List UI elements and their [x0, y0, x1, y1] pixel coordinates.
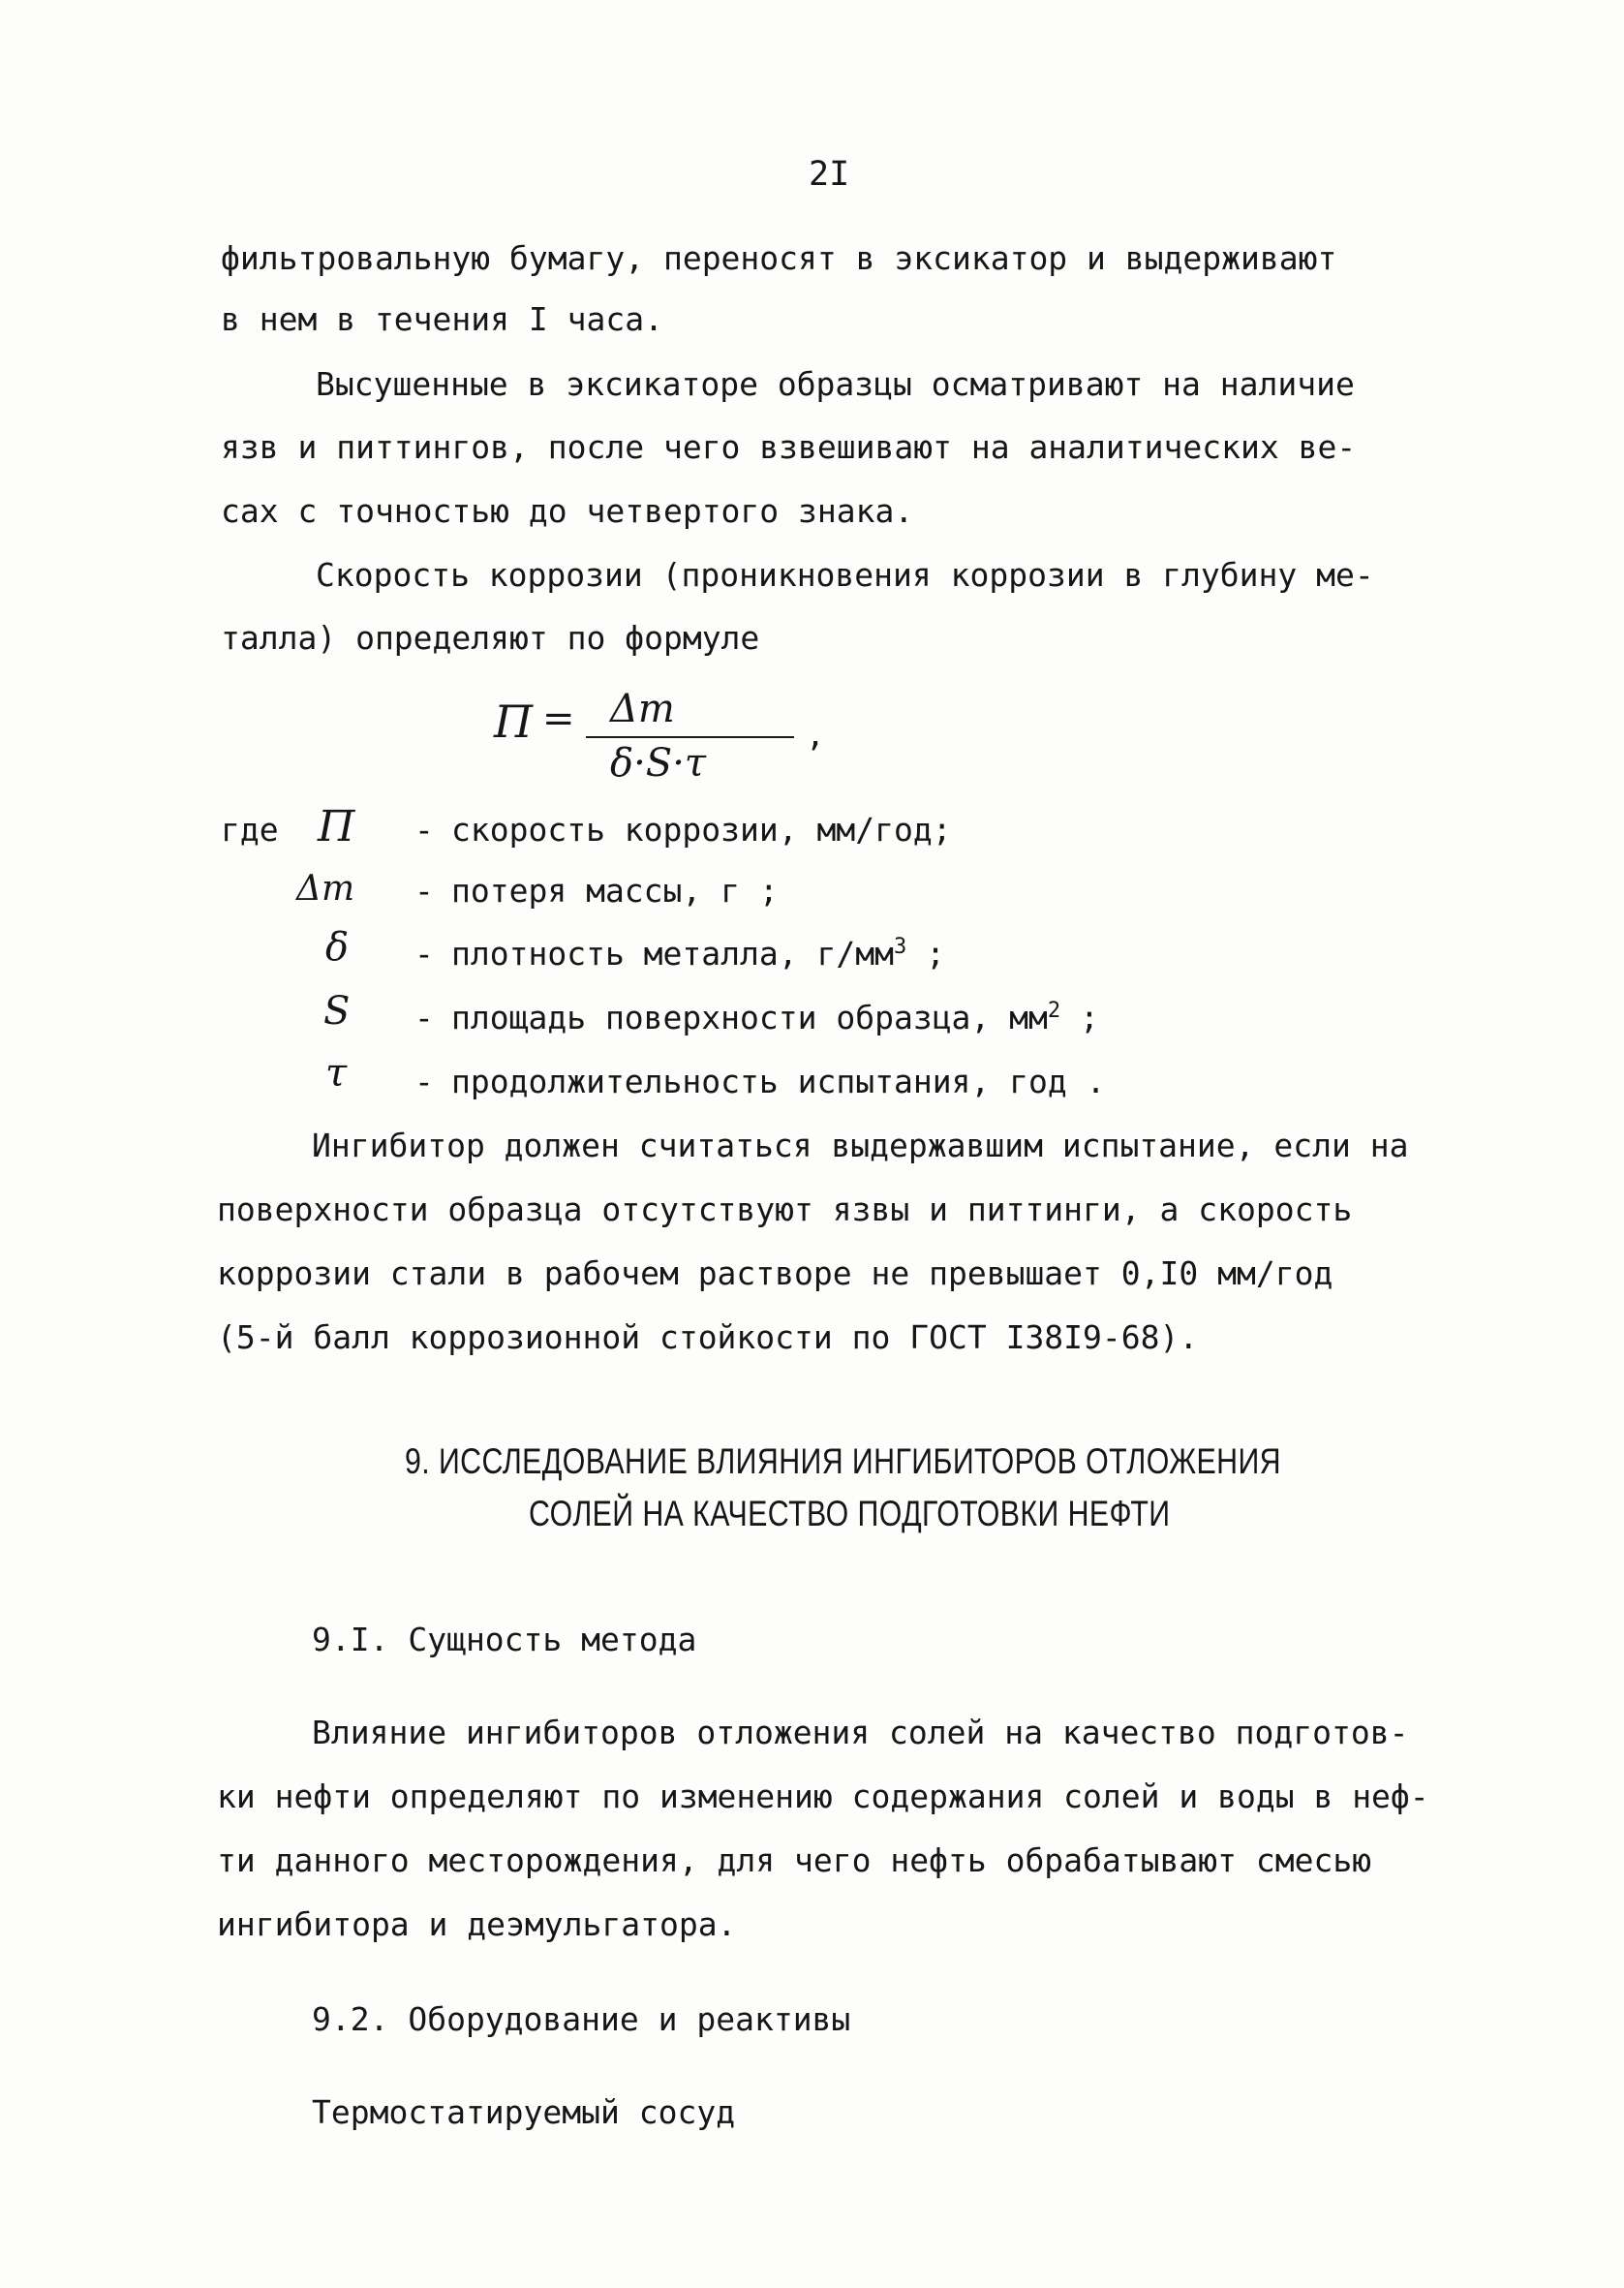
where-label: где [221, 811, 279, 849]
sub92-item: Термостатируемый сосуд [312, 2093, 736, 2131]
formula-denominator: δ·S·τ [610, 741, 707, 786]
symbol-density: δ [325, 925, 350, 970]
section-9-heading-line-1: 9. ИССЛЕДОВАНИЕ ВЛИЯНИЯ ИНГИБИТОРОВ ОТЛОЖЕНИЯ [405, 1441, 1281, 1481]
sub91-line-3: ти данного месторождения, для чего нефть обрабатывают смесью [217, 1841, 1372, 1879]
sub91-line-2: ки нефти определяют по изменению содержания солей и воды в неф- [217, 1778, 1429, 1815]
symbol-corrosion-rate: П [318, 802, 355, 851]
para4-line-2: поверхности образца отсутствуют язвы и питтинги, а скорость [217, 1190, 1353, 1228]
para3-line-2: талла) определяют по формуле [221, 619, 760, 657]
where-dash-4: - [414, 999, 434, 1036]
sub91-line-1: Влияние ингибиторов отложения солей на качество подготов- [312, 1714, 1409, 1751]
para4-line-1: Ингибитор должен считаться выдержавшим испытание, если на [312, 1127, 1409, 1164]
where-text-4-sup: 2 [1047, 999, 1061, 1023]
where-text-3-sup: 3 [893, 935, 907, 959]
para1-line-2: в нем в течения I часа. [221, 300, 663, 338]
subsection-9-2-title: 9.2. Оборудование и реактивы [312, 2000, 851, 2038]
where-text-1: скорость коррозии, мм/год; [451, 811, 952, 849]
where-text-4-tail: ; [1060, 999, 1099, 1036]
para3-line-1: Скорость коррозии (проникновения коррозии в глубину ме- [316, 556, 1374, 594]
where-text-3-tail: ; [906, 935, 945, 973]
formula-trailing-comma: , [806, 716, 825, 754]
symbol-area: S [323, 989, 351, 1034]
section-9-heading-line-2: СОЛЕЙ НА КАЧЕСТВО ПОДГОТОВКИ НЕФТИ [529, 1494, 1171, 1533]
where-text-3-main: плотность металла, г/мм [451, 935, 894, 973]
where-text-4 [451, 999, 1099, 1036]
symbol-duration: τ [325, 1051, 348, 1096]
where-text-5: продолжительность испытания, год . [451, 1063, 1106, 1100]
symbol-mass-loss: Δm [296, 869, 355, 909]
para4-line-4: (5-й балл коррозионной стойкости по ГОСТ I38I9-68). [217, 1318, 1199, 1356]
where-dash-5: - [414, 1063, 434, 1100]
where-text-4-main: площадь поверхности образца, мм [451, 999, 1048, 1036]
where-dash-2: - [414, 872, 434, 910]
fraction-bar [586, 736, 794, 738]
para2-line-1: Высушенные в эксикаторе образцы осматривают на наличие [316, 365, 1355, 403]
para2-line-3: сах с точностью до четвертого знака. [221, 492, 914, 530]
subsection-9-1-title: 9.I. Сущность метода [312, 1621, 697, 1658]
where-text-3 [451, 935, 945, 973]
formula-equals: = [542, 696, 575, 741]
where-dash-3: - [414, 935, 434, 973]
formula-lhs: П [494, 696, 534, 748]
where-dash-1: - [414, 811, 434, 849]
para4-line-3: коррозии стали в рабочем растворе не превышает 0,I0 мм/год [217, 1254, 1333, 1292]
page-number: 2I [809, 155, 850, 194]
para1-line-1: фильтровальную бумагу, переносят в эксикатор и выдерживают [221, 239, 1337, 277]
where-text-2: потеря массы, г ; [451, 872, 779, 910]
para2-line-2: язв и питтингов, после чего взвешивают на аналитических ве- [221, 428, 1357, 466]
formula-numerator: Δm [610, 687, 675, 731]
sub91-line-4: ингибитора и деэмульгатора. [217, 1905, 737, 1943]
